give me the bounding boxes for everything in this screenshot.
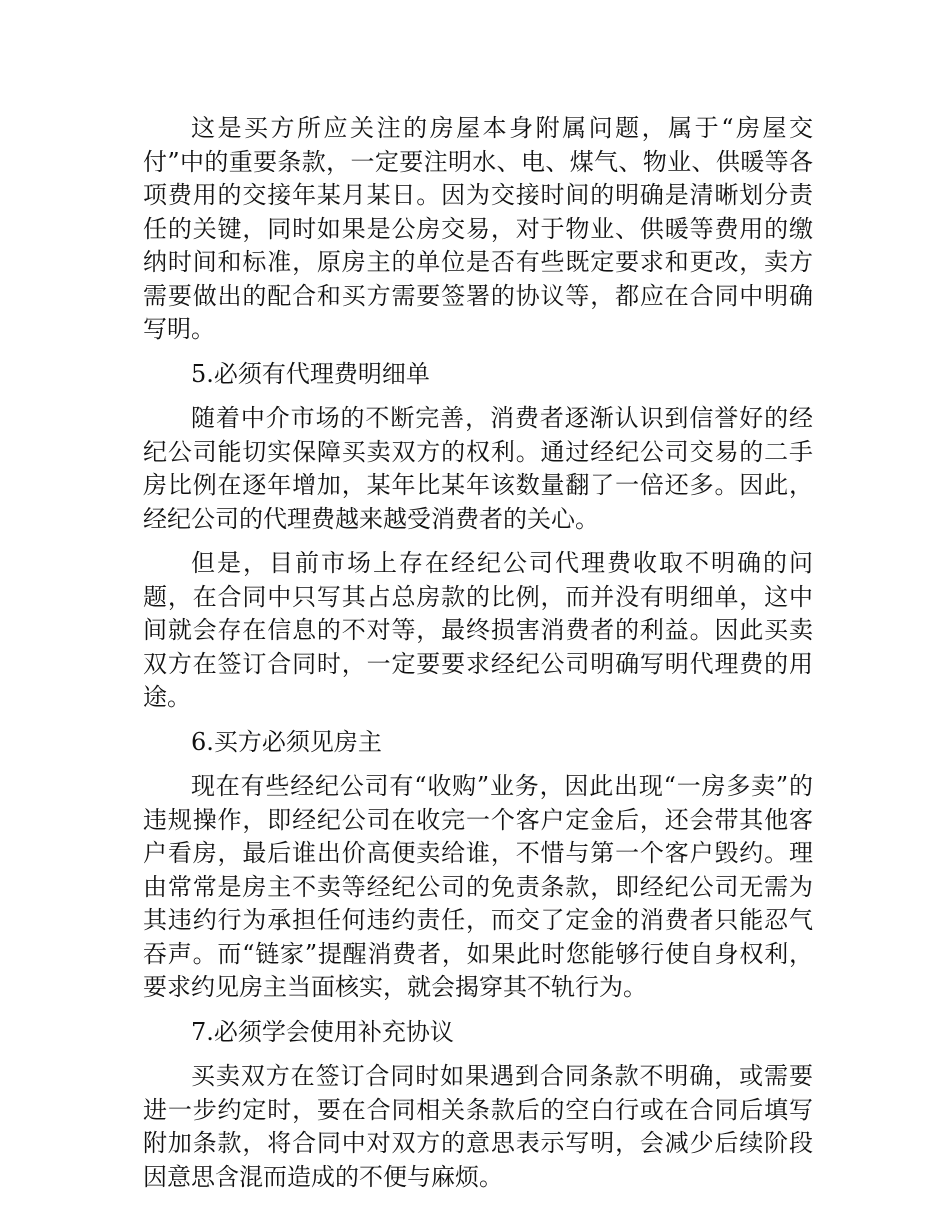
document-body	[143, 112, 813, 1205]
paragraph-agency-market: 随着中介市场的不断完善，消费者逐渐认识到信誉好的经纪公司能切实保障买卖双方的权利。通过经纪公司交易的二手房比例在逐年增加，某年比某年该数量翻了一倍还多。因此，经纪公司的代理费越来越受消费者的关心。	[143, 404, 813, 533]
section-heading-agency-fee: 5.必须有代理费明细单	[191, 359, 430, 388]
paragraph-supplementary-agreement: 买卖双方在签订合同时如果遇到合同条款不明确，或需要进一步约定时，要在合同相关条款后的空白行或在合同后填写附加条款，将合同中对双方的意思表示写明，会减少后续阶段因意思含混而造成的不便与麻烦。	[143, 1062, 813, 1191]
paragraph-meet-owner: 现在有些经纪公司有“收购”业务，因此出现“一房多卖”的违规操作，即经纪公司在收完一个客户定金后，还会带其他客户看房，最后谁出价高便卖给谁，不惜与第一个客户毁约。理由常常是房主不卖等经纪公司的免责条款，即经纪公司无需为其违约行为承担任何违约责任，而交了定金的消费者只能忍气吞声。而“链家”提醒消费者，如果此时您能够行使自身权利，要求约见房主当面核实，就会揭穿其不轨行为。	[143, 772, 813, 1001]
paragraph-agency-fee-issue: 但是，目前市场上存在经纪公司代理费收取不明确的问题，在合同中只写其占总房款的比例，而并没有明细单，这中间就会存在信息的不对等，最终损害消费者的利益。因此买卖双方在签订合同时，一定要要求经纪公司明确写明代理费的用途。	[143, 549, 813, 711]
paragraph-handover-fees: 这是买方所应关注的房屋本身附属问题，属于“房屋交付”中的重要条款，一定要注明水、电、煤气、物业、供暖等各项费用的交接年某月某日。因为交接时间的明确是清晰划分责任的关键，同时如果是公房交易，对于物业、供暖等费用的缴纳时间和标准，原房主的单位是否有些既定要求和更改，卖方需要做出的配合和买方需要签署的协议等，都应在合同中明确写明。	[143, 114, 813, 343]
section-heading-supplementary-agreement: 7.必须学会使用补充协议	[191, 1017, 454, 1046]
section-heading-meet-owner: 6.买方必须见房主	[191, 727, 382, 756]
